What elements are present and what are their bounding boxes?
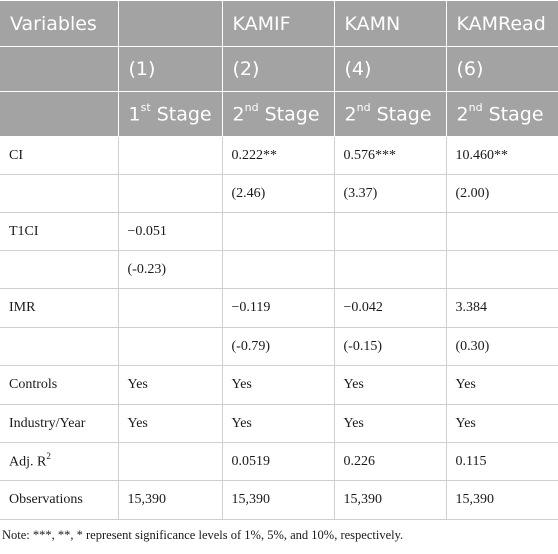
header-col-number: (1) bbox=[118, 47, 222, 92]
cell: 0.226 bbox=[334, 443, 446, 481]
cell: 15,390 bbox=[118, 481, 222, 520]
cell: 0.576*** bbox=[334, 137, 446, 175]
cell bbox=[446, 213, 558, 251]
cell: (-0.79) bbox=[222, 328, 334, 366]
cell: −0.042 bbox=[334, 289, 446, 328]
cell bbox=[222, 213, 334, 251]
cell bbox=[446, 251, 558, 289]
row-label: Controls bbox=[0, 366, 118, 405]
row-label bbox=[0, 328, 118, 366]
table-row bbox=[0, 328, 558, 366]
cell bbox=[118, 443, 222, 481]
cell bbox=[222, 251, 334, 289]
table-row bbox=[0, 405, 558, 443]
cell: −0.051 bbox=[118, 213, 222, 251]
cell bbox=[334, 251, 446, 289]
row-label bbox=[0, 251, 118, 289]
table-row bbox=[0, 175, 558, 213]
header-kamread: KAMRead bbox=[446, 1, 558, 47]
row-label bbox=[0, 443, 118, 481]
row-label: T1CI bbox=[0, 213, 118, 251]
row-label: CI bbox=[0, 137, 118, 175]
cell bbox=[118, 328, 222, 366]
cell: Yes bbox=[222, 405, 334, 443]
stage-number: 1 bbox=[128, 103, 141, 126]
header-empty bbox=[0, 47, 118, 92]
stage-number: 2 bbox=[344, 103, 357, 126]
cell: 10.460** bbox=[446, 137, 558, 175]
header-stage-2 bbox=[222, 92, 334, 137]
table-note: Note: ***, **, * represent significance levels of 1%, 5%, and 10%, respectively. bbox=[2, 528, 404, 542]
cell: (0.30) bbox=[446, 328, 558, 366]
table-row bbox=[0, 213, 558, 251]
stage-number: 2 bbox=[456, 103, 469, 126]
stage-word: Stage bbox=[156, 103, 212, 126]
cell: Yes bbox=[446, 405, 558, 443]
header-col-number: (6) bbox=[446, 47, 558, 92]
header-kamif: KAMIF bbox=[222, 1, 334, 47]
cell: Yes bbox=[334, 405, 446, 443]
cell: 0.115 bbox=[446, 443, 558, 481]
stage-suffix: nd bbox=[356, 100, 371, 114]
row-label bbox=[0, 175, 118, 213]
cell: (3.37) bbox=[334, 175, 446, 213]
cell: Yes bbox=[446, 366, 558, 405]
cell: (2.46) bbox=[222, 175, 334, 213]
table-row bbox=[0, 289, 558, 328]
cell: Yes bbox=[334, 366, 446, 405]
cell: Yes bbox=[118, 366, 222, 405]
row-label: Industry/Year bbox=[0, 405, 118, 443]
cell: 0.222** bbox=[222, 137, 334, 175]
stage-suffix: nd bbox=[468, 100, 483, 114]
cell: (2.00) bbox=[446, 175, 558, 213]
table-row bbox=[0, 366, 558, 405]
header-empty bbox=[0, 92, 118, 137]
stage-suffix: nd bbox=[244, 100, 259, 114]
cell: 15,390 bbox=[446, 481, 558, 520]
cell bbox=[118, 175, 222, 213]
cell: −0.119 bbox=[222, 289, 334, 328]
header-row-numbers bbox=[0, 47, 558, 92]
header-stage-1 bbox=[118, 92, 222, 137]
header-kamn: KAMN bbox=[334, 1, 446, 47]
header-stage-2 bbox=[334, 92, 446, 137]
header-row-names bbox=[0, 1, 558, 47]
cell bbox=[334, 213, 446, 251]
cell bbox=[118, 137, 222, 175]
table-row bbox=[0, 137, 558, 175]
cell: (-0.15) bbox=[334, 328, 446, 366]
row-label-superscript: 2 bbox=[46, 451, 51, 462]
cell: Yes bbox=[118, 405, 222, 443]
table-row bbox=[0, 251, 558, 289]
header-col-number: (4) bbox=[334, 47, 446, 92]
header-stage-2 bbox=[446, 92, 558, 137]
stage-number: 2 bbox=[232, 103, 245, 126]
header-empty bbox=[118, 1, 222, 47]
row-label: Observations bbox=[0, 481, 118, 520]
header-row-stages bbox=[0, 92, 558, 137]
cell: (-0.23) bbox=[118, 251, 222, 289]
cell: Yes bbox=[222, 366, 334, 405]
header-col-number: (2) bbox=[222, 47, 334, 92]
cell: 3.384 bbox=[446, 289, 558, 328]
cell: 15,390 bbox=[222, 481, 334, 520]
cell: 15,390 bbox=[334, 481, 446, 520]
stage-word: Stage bbox=[264, 103, 320, 126]
table-row bbox=[0, 481, 558, 520]
header-variables: Variables bbox=[0, 1, 118, 47]
cell: 0.0519 bbox=[222, 443, 334, 481]
stage-word: Stage bbox=[376, 103, 432, 126]
table-row bbox=[0, 443, 558, 481]
row-label: IMR bbox=[0, 289, 118, 328]
stage-suffix: st bbox=[140, 100, 151, 114]
table-body bbox=[0, 137, 558, 520]
row-label-text: Adj. R bbox=[9, 454, 47, 470]
table-header bbox=[0, 1, 558, 137]
stage-word: Stage bbox=[488, 103, 544, 126]
cell bbox=[118, 289, 222, 328]
